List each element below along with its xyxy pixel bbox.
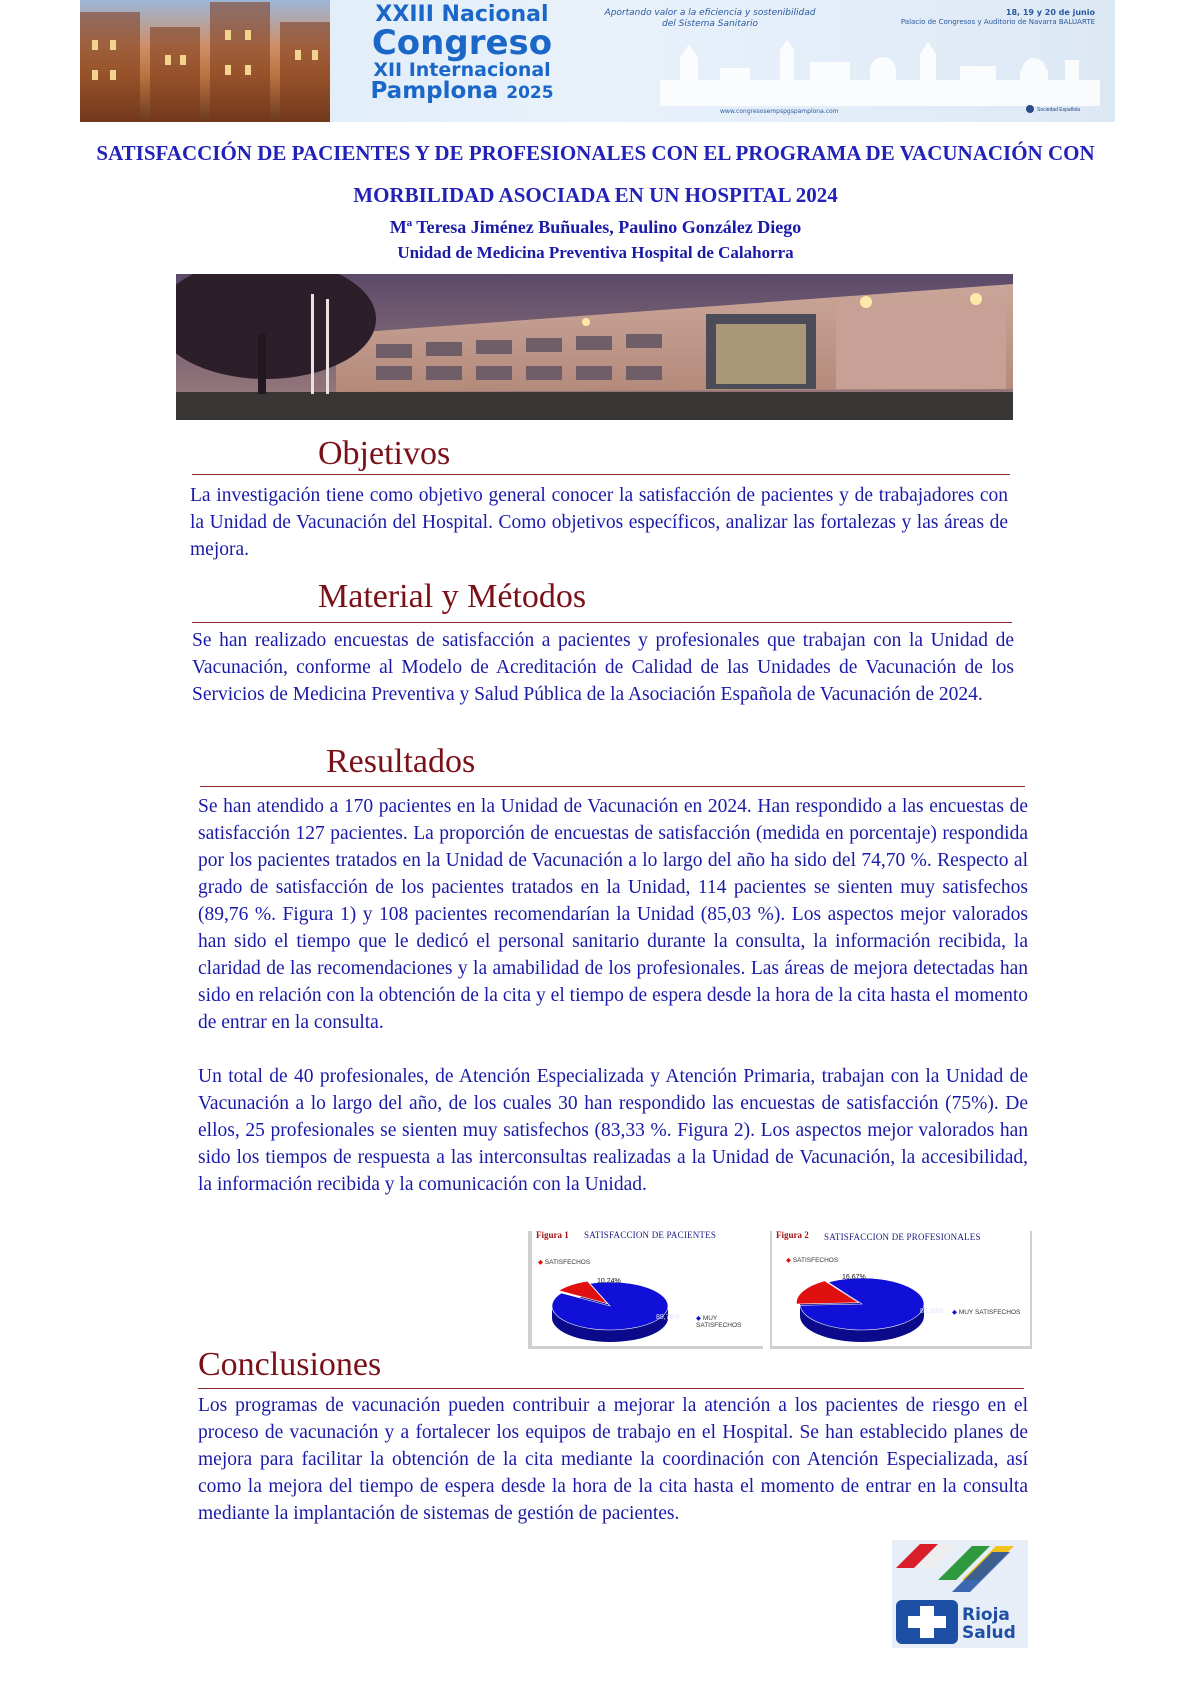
figure-2-legend-satisfechos: ◆ SATISFECHOS: [786, 1257, 839, 1264]
objetivos-heading: Objetivos: [318, 435, 451, 472]
objetivos-text: La investigación tiene como objetivo general conocer la satisfacción de pacientes y de trabajadores con la Unidad de Vacunación del Hospital. Como objetivos específicos, analizar las fortalezas y las áreas de mejora.: [190, 485, 1008, 560]
figure-1-legend-muy-satisfechos: ◆ MUY SATISFECHOS: [696, 1315, 742, 1329]
figure-1-value-satisfechos: 10,24%: [597, 1278, 621, 1285]
conclusiones-rule: [198, 1388, 1024, 1389]
banner-year: 2025: [506, 83, 554, 104]
affiliation: Unidad de Medicina Preventiva Hospital de Calahorra: [397, 243, 794, 262]
figure-2-value-muy-satisfechos: 83,33%: [920, 1308, 944, 1315]
resultados-text-2: Un total de 40 profesionales, de Atención Especializada y Atención Primaria, trabajan con la Unidad de Vacunación a lo largo del año, de los cuales 30 han respondido las encuestas de satisfacción (75%). De ellos, 25 profesionales se sienten muy satisfechos (83,33 %. Figura 2). Los aspectos mejor valorados han sido los tiempos de respuesta a las interconsultas realizadas a la Unidad de Vacunación, la accesibilidad, la información recibida y la comunicación con la Unidad.: [198, 1066, 1028, 1195]
authors: Mª Teresa Jiménez Buñuales, Paulino González Diego: [389, 217, 802, 237]
banner-line3: XII Internacional: [373, 59, 551, 82]
society-logo-text: Sociedad Española: [1037, 107, 1081, 113]
figure-1-title: SATISFACCION DE PACIENTES: [584, 1230, 717, 1240]
banner-venue: Palacio de Congresos y Auditorio de Navarra BALUARTE: [900, 18, 1095, 27]
banner-dates-block: [880, 8, 1095, 27]
society-logo: [1025, 102, 1085, 116]
figure-1: [532, 1228, 764, 1346]
banner-title: [362, 4, 562, 104]
resultados-text-1: Se han atendido a 170 pacientes en la Unidad de Vacunación en 2024. Han respondido a las encuestas de satisfacción 127 pacientes. La proporción de encuestas de satisfacción (medida en porcentaje) respondida por los pacientes tratados en la Unidad de Vacunación a lo largo del año ha sido del 74,70 %. Respecto al grado de satisfacción de los pacientes tratados en la Unidad, 114 pacientes se sienten muy satisfechos (89,76 %. Figura 1) y 108 pacientes recomendarían la Unidad (85,03 %). Los aspectos mejor valorados han sido el tiempo que le dedicó el personal sanitario durante la consulta, la información recibida, la claridad de las recomendaciones y la amabilidad de los profesionales. Las áreas de mejora detectadas han sido en relación con la obtención de la cita y el tiempo de espera desde la hora de la cita hasta el momento de entrar en la consulta.: [198, 796, 1028, 1033]
figure-2-legend-muy-satisfechos: ◆ MUY SATISFECHOS: [952, 1309, 1021, 1316]
conclusiones-heading: Conclusiones: [198, 1346, 382, 1383]
metodos-text: Se han realizado encuestas de satisfacción a pacientes y profesionales que trabajan con la Unidad de Vacunación, conforme al Modelo de Acreditación de Calidad de las Unidades de Vacunación de los Servicios de Medicina Preventiva y Salud Pública de la Asociación Española de Vacunación de 2024.: [192, 630, 1014, 705]
figure-2-label: Figura 2: [776, 1230, 809, 1240]
figure-2-pie: [772, 1228, 1030, 1346]
banner-url: www.congresosempspgspamplona.com: [720, 108, 839, 115]
banner-line2: Congreso: [371, 23, 553, 64]
figure-2-value-satisfechos: 16,67%: [842, 1274, 866, 1281]
rioja-salud-logo-text: [962, 1606, 1016, 1642]
banner-dates: 18, 19 y 20 de junio: [1005, 8, 1095, 17]
resultados-heading: Resultados: [326, 743, 476, 780]
figure-1-value-muy-satisfechos: 89,76%: [656, 1314, 680, 1321]
metodos-rule: [192, 622, 1012, 623]
figure-2: [772, 1228, 1030, 1346]
figure-1-label: Figura 1: [536, 1230, 569, 1240]
hospital-photo: [176, 274, 1013, 420]
resultados-rule: [200, 786, 1025, 787]
figure-2-title: SATISFACCION DE PROFESIONALES: [824, 1232, 981, 1242]
metodos-heading: Material y Métodos: [318, 578, 587, 615]
banner-tagline: Aportando valor a la eficiencia y sostenibilidad del Sistema Sanitario: [604, 8, 816, 30]
banner-street-photo: [80, 0, 330, 122]
congress-banner: [80, 0, 1115, 122]
rioja-logo-line1: Rioja: [962, 1605, 1010, 1625]
objetivos-rule: [192, 474, 1010, 475]
rioja-logo-line2: Salud: [962, 1623, 1016, 1643]
banner-city: Pamplona: [370, 78, 499, 105]
figure-1-legend-satisfechos: ◆ SATISFECHOS: [538, 1259, 591, 1266]
poster-title: SATISFACCIÓN DE PACIENTES Y DE PROFESIONALES CON EL PROGRAMA DE VACUNACIÓN CON MORBILIDAD ASOCIADA EN UN HOSPITAL 2024: [96, 141, 1095, 207]
conclusiones-text: Los programas de vacunación pueden contribuir a mejorar la atención a los pacientes de riesgo en el proceso de vacunación y a fortalecer los equipos de trabajo en el Hospital. Se han establecido planes de mejora para facilitar la obtención de la cita mediante la coordinación con Atención Especializada, así como la mejora del tiempo de espera desde la hora de la cita hasta el momento de entrar en la consulta mediante la implantación de sistemas de gestión de pacientes.: [198, 1395, 1028, 1524]
city-skyline-illustration: [660, 40, 1100, 106]
banner-line1: XXIII Nacional: [375, 2, 549, 27]
figure-1-pie: [532, 1228, 764, 1346]
